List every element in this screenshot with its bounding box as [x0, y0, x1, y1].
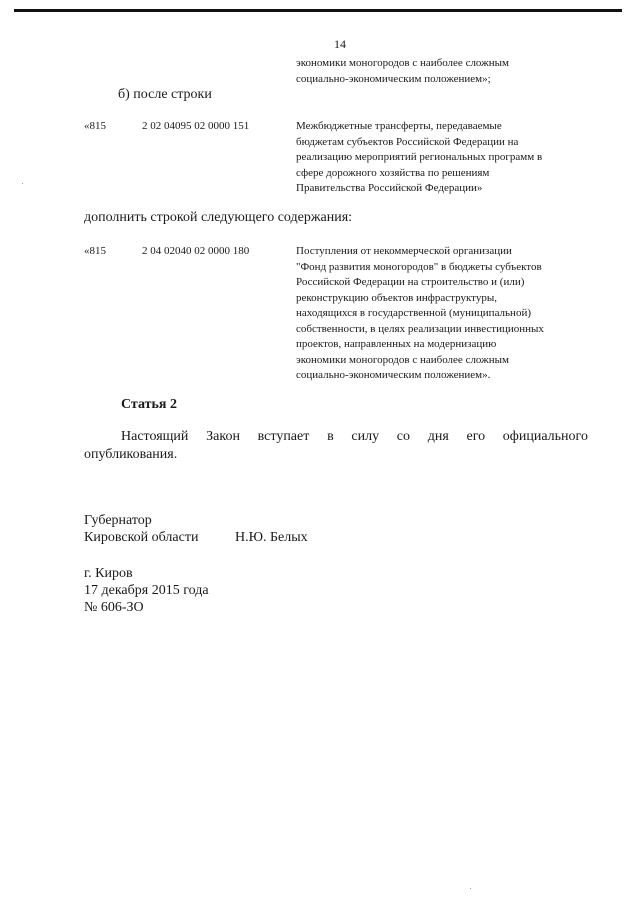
- scan-top-border: [14, 9, 622, 12]
- article-word: Настоящий: [121, 429, 189, 444]
- article-word: в: [327, 429, 334, 444]
- row-1-text-line: сфере дорожного хозяйства по решениям: [296, 166, 490, 179]
- scan-speck: [22, 183, 23, 184]
- row-1-text-line: реализацию мероприятий региональных программ в: [296, 151, 543, 163]
- row-2-text-line: социально-экономическим положением».: [296, 369, 491, 381]
- signature-name: Н.Ю. Белых: [235, 530, 308, 545]
- article-title: Статья 2: [121, 397, 177, 412]
- footer-date: 17 декабря 2015 года: [84, 583, 209, 598]
- row-1-kbk: 2 02 04095 02 0000 151: [142, 120, 250, 132]
- continuation-line: социально-экономическим положением»;: [296, 72, 491, 85]
- row-2-text: [296, 244, 596, 384]
- row-1-text-line: бюджетам субъектов Российской Федерации на: [296, 135, 519, 148]
- continuation-text: [296, 56, 616, 87]
- article-word: его: [466, 429, 486, 444]
- scan-speck: [470, 888, 471, 889]
- article-word: со: [396, 429, 411, 444]
- article-word: дня: [427, 429, 449, 444]
- row-2-text-line: Поступления от некоммерческой организации: [296, 245, 512, 257]
- article-word: вступает: [257, 429, 310, 444]
- row-2-text-line: реконструкцию объектов инфраструктуры,: [296, 291, 497, 304]
- article-word: силу: [351, 429, 380, 444]
- row-2-text-line: экономики моногородов с наиболее сложным: [296, 353, 510, 366]
- row-1-text-line: Межбюджетные трансферты, передаваемые: [296, 120, 502, 132]
- article-paragraph-line-1: [84, 428, 588, 446]
- page-number: 14: [334, 37, 346, 51]
- after-line-label: б) после строки: [118, 87, 212, 102]
- article-paragraph: [84, 428, 588, 464]
- footer-city: г. Киров: [84, 566, 133, 581]
- article-word: официального: [502, 429, 588, 444]
- footer-law-number: № 606-ЗО: [84, 600, 144, 615]
- signature-region: Кировской области: [84, 530, 199, 545]
- row-2-text-line: Российской Федерации на строительство и (или): [296, 276, 525, 288]
- signature-title: Губернатор: [84, 513, 152, 528]
- continuation-line: экономики моногородов с наиболее сложным: [296, 57, 510, 69]
- row-1-text-line: Правительства Российской Федерации»: [296, 182, 483, 194]
- row-2-code: «815: [84, 245, 106, 257]
- article-word: Закон: [206, 429, 240, 444]
- row-2-text-line: собственности, в целях реализации инвестиционных: [296, 322, 544, 335]
- row-1-text: [296, 119, 596, 197]
- supplement-label: дополнить строкой следующего содержания:: [84, 210, 353, 225]
- article-paragraph-line-2: опубликования.: [84, 447, 178, 462]
- row-2-text-line: проектов, направленных на модернизацию: [296, 338, 497, 350]
- row-1-code: «815: [84, 120, 106, 132]
- row-2-kbk: 2 04 02040 02 0000 180: [142, 245, 250, 257]
- row-2-text-line: находящихся в государственной (муниципальной): [296, 307, 531, 319]
- row-2-text-line: "Фонд развития моногородов" в бюджеты субъектов: [296, 260, 542, 273]
